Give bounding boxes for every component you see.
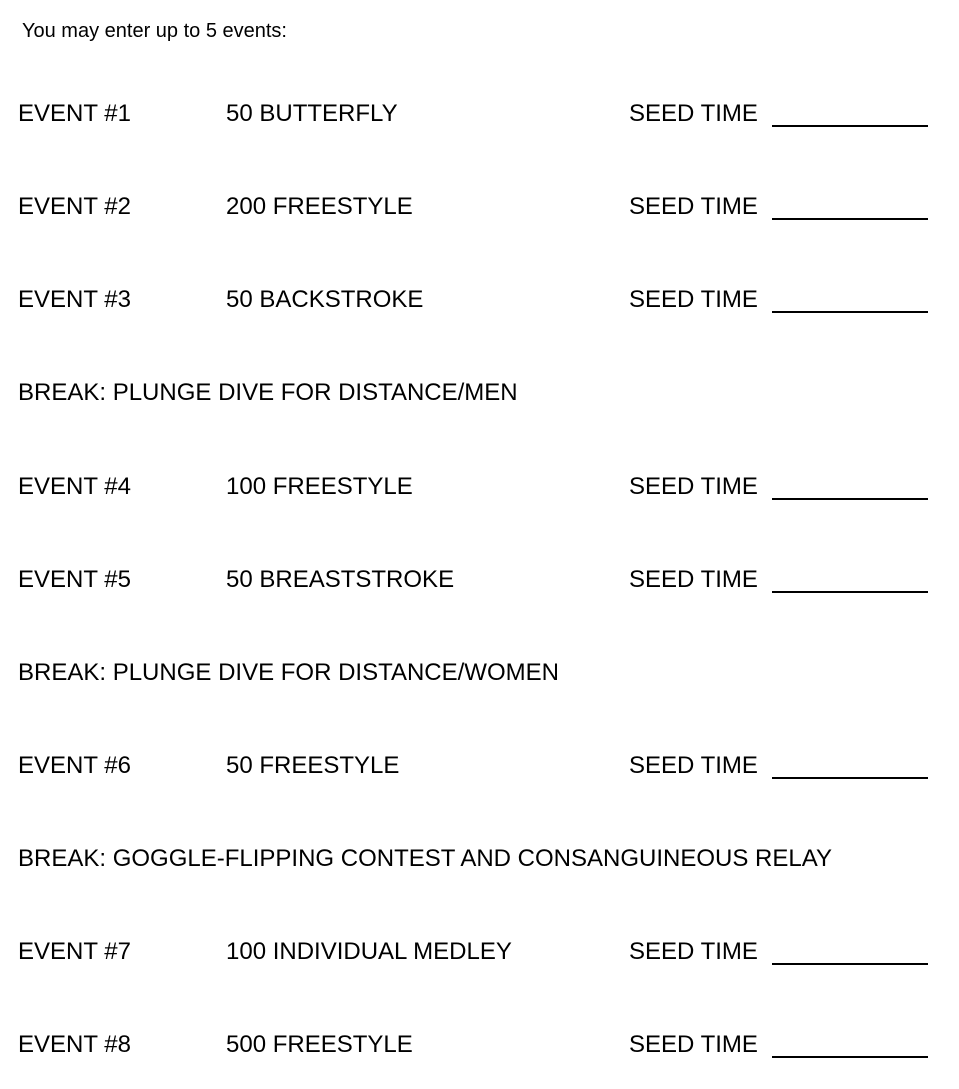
seed-time-label: SEED TIME xyxy=(629,473,758,500)
event-name: 50 BREASTSTROKE xyxy=(226,566,455,593)
break-text: BREAK: PLUNGE DIVE FOR DISTANCE/MEN xyxy=(18,379,518,406)
seed-time-blank[interactable] xyxy=(772,777,928,779)
seed-time-blank[interactable] xyxy=(772,218,928,220)
event-name: 100 FREESTYLE xyxy=(226,473,413,500)
seed-time-label: SEED TIME xyxy=(629,193,758,220)
event-number: EVENT #3 xyxy=(18,286,131,313)
break-row-1 xyxy=(0,377,959,409)
event-row-2 xyxy=(0,191,959,223)
seed-time-blank[interactable] xyxy=(772,311,928,313)
event-number: EVENT #4 xyxy=(18,473,131,500)
break-row-3 xyxy=(0,843,959,875)
event-number: EVENT #1 xyxy=(18,100,131,127)
break-text: BREAK: PLUNGE DIVE FOR DISTANCE/WOMEN xyxy=(18,659,559,686)
break-row-2 xyxy=(0,657,959,689)
event-name: 200 FREESTYLE xyxy=(226,193,413,220)
seed-time-blank[interactable] xyxy=(772,498,928,500)
seed-time-label: SEED TIME xyxy=(629,938,758,965)
seed-time-label: SEED TIME xyxy=(629,752,758,779)
seed-time-blank[interactable] xyxy=(772,125,928,127)
seed-time-blank[interactable] xyxy=(772,963,928,965)
event-row-6 xyxy=(0,750,959,782)
event-name: 50 BUTTERFLY xyxy=(226,100,398,127)
event-row-5 xyxy=(0,564,959,596)
event-row-7 xyxy=(0,936,959,968)
seed-time-label: SEED TIME xyxy=(629,566,758,593)
seed-time-label: SEED TIME xyxy=(629,286,758,313)
break-text: BREAK: GOGGLE-FLIPPING CONTEST AND CONSANGUINEOUS RELAY xyxy=(18,845,832,872)
event-name: 500 FREESTYLE xyxy=(226,1031,413,1058)
event-row-1 xyxy=(0,98,959,130)
seed-time-blank[interactable] xyxy=(772,1056,928,1058)
event-name: 100 INDIVIDUAL MEDLEY xyxy=(226,938,512,965)
seed-time-blank[interactable] xyxy=(772,591,928,593)
event-row-4 xyxy=(0,471,959,503)
seed-time-label: SEED TIME xyxy=(629,1031,758,1058)
event-name: 50 BACKSTROKE xyxy=(226,286,424,313)
seed-time-label: SEED TIME xyxy=(629,100,758,127)
event-number: EVENT #7 xyxy=(18,938,131,965)
event-number: EVENT #5 xyxy=(18,566,131,593)
event-number: EVENT #2 xyxy=(18,193,131,220)
event-row-8 xyxy=(0,1029,959,1061)
event-name: 50 FREESTYLE xyxy=(226,752,400,779)
event-number: EVENT #6 xyxy=(18,752,131,779)
instructions-text: You may enter up to 5 events: xyxy=(22,20,287,42)
event-number: EVENT #8 xyxy=(18,1031,131,1058)
event-row-3 xyxy=(0,284,959,316)
